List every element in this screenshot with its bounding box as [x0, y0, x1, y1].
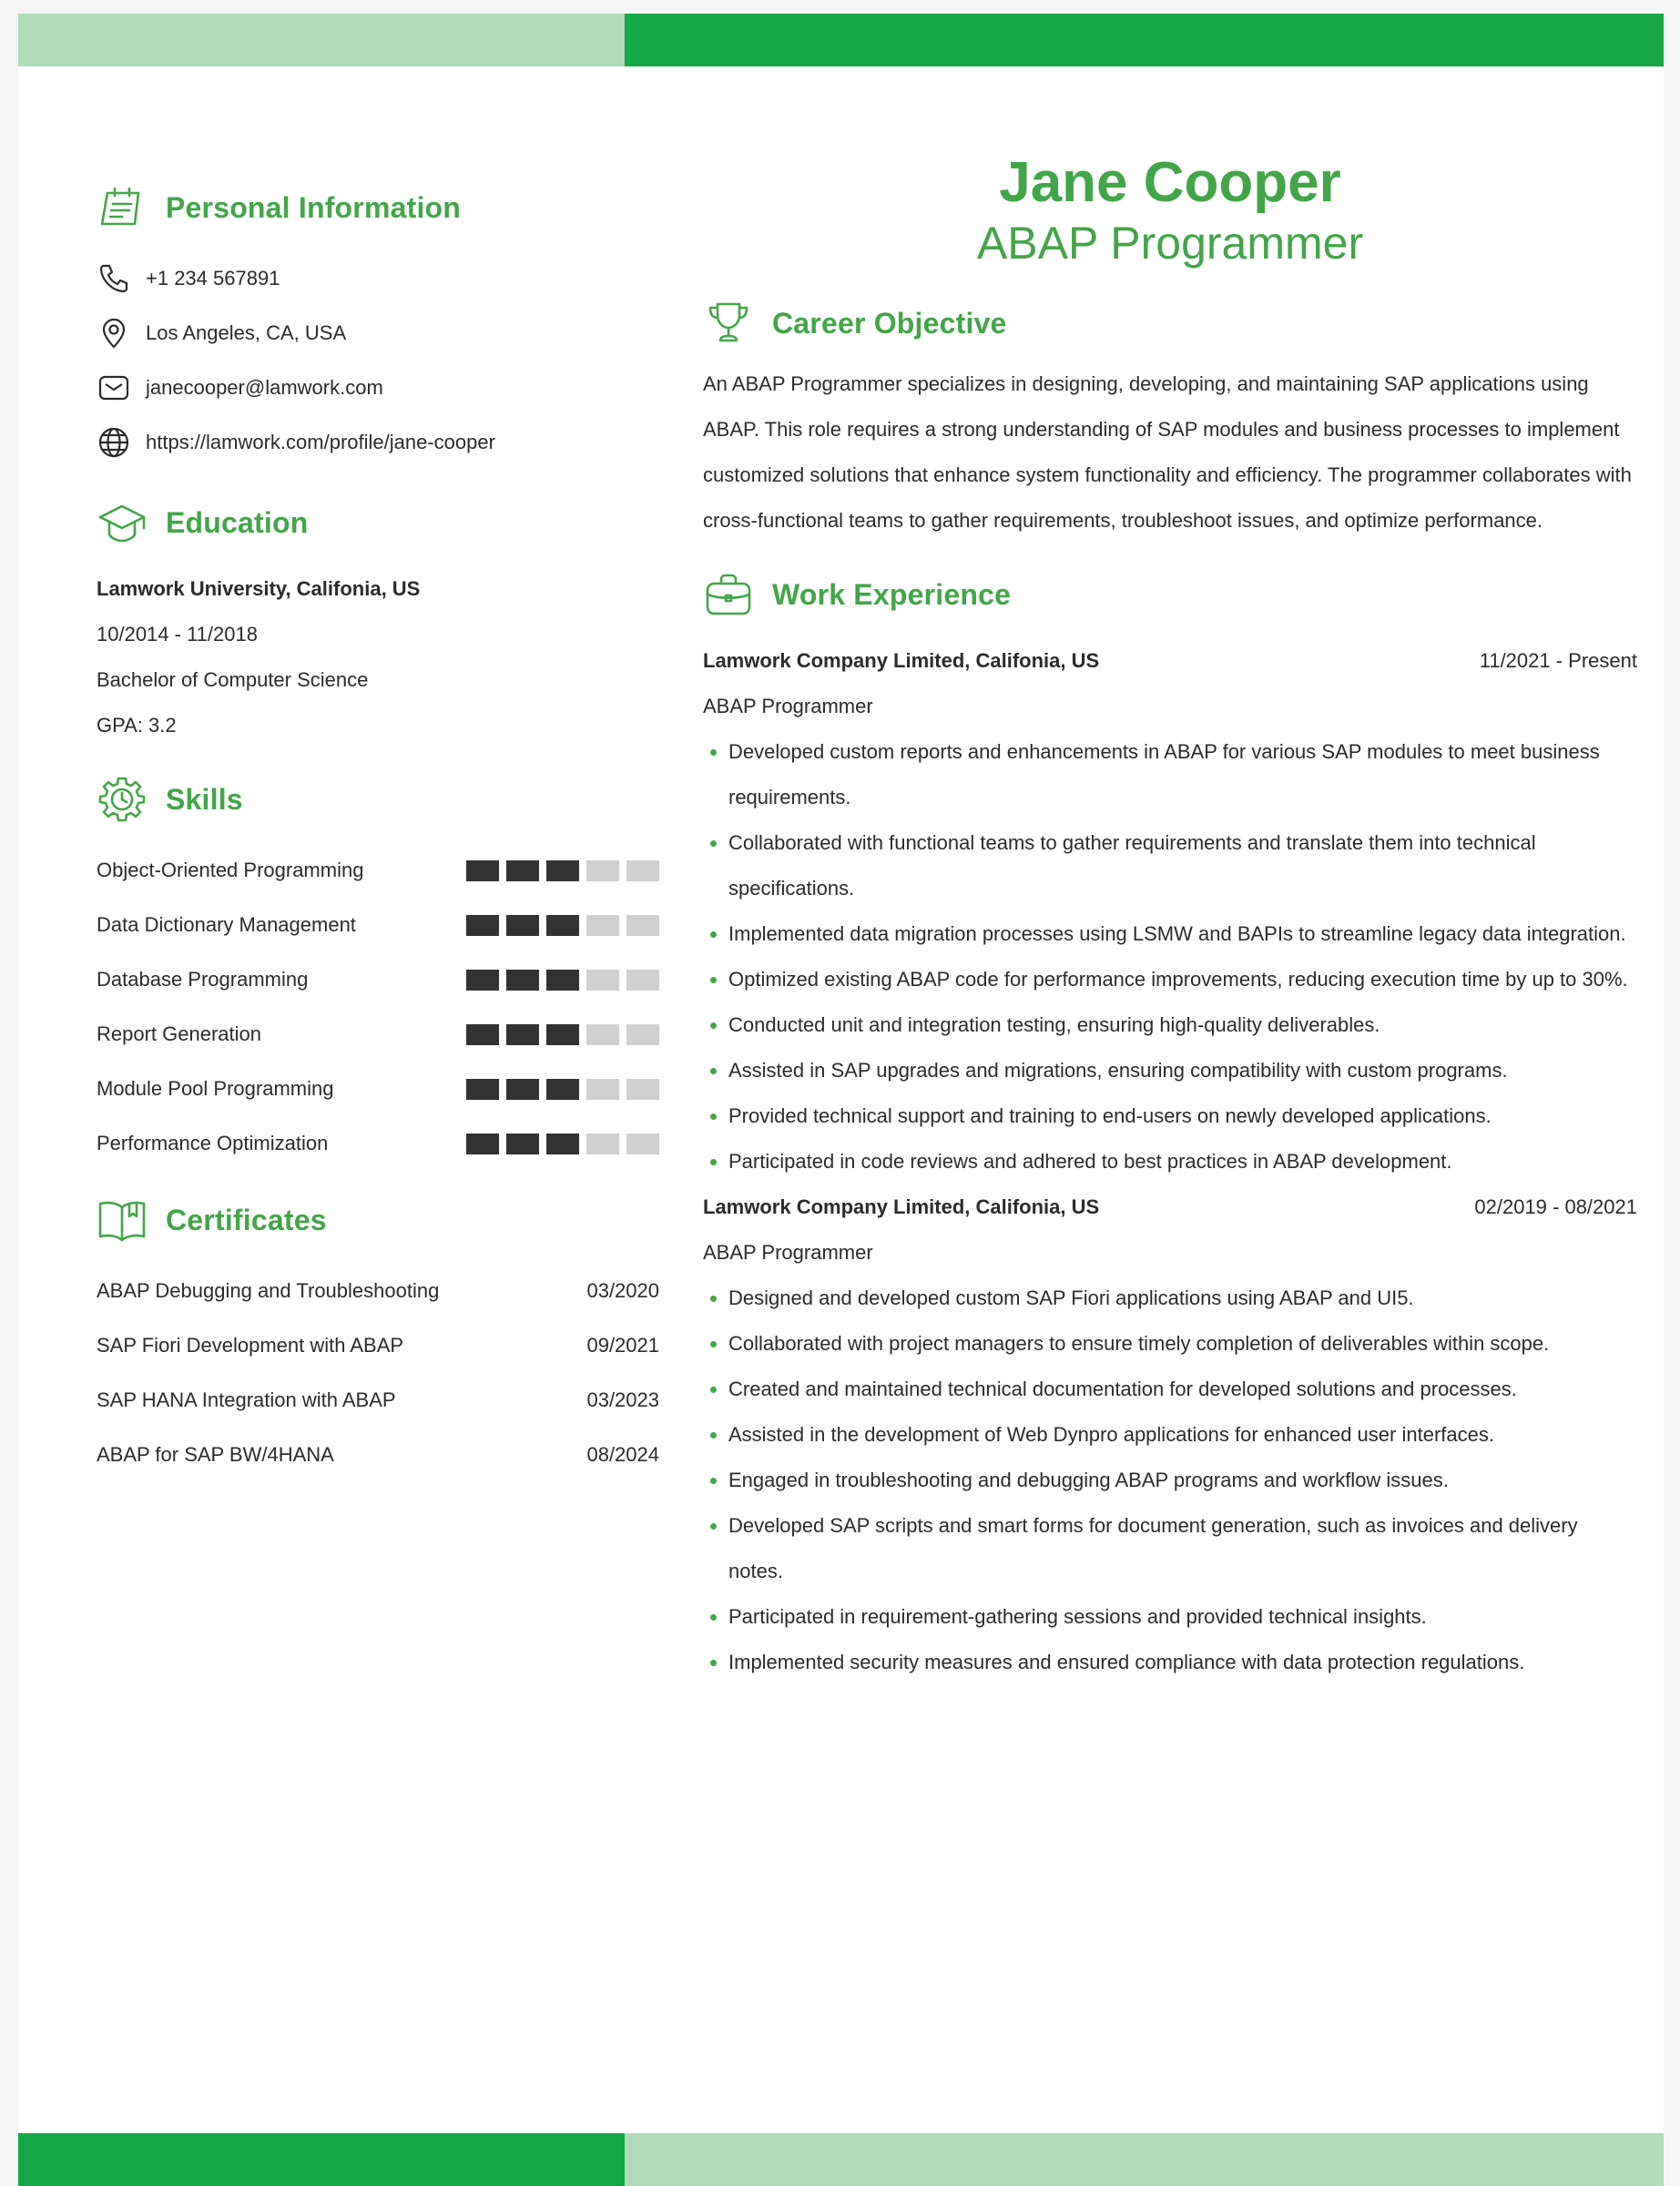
id-card-icon — [97, 182, 148, 233]
top-bar-dark — [625, 14, 1664, 66]
skill-level-block — [626, 915, 659, 936]
skill-name: Object-Oriented Programming — [97, 859, 364, 881]
skill-level-block — [546, 1134, 579, 1154]
job-dates: 11/2021 - Present — [1479, 649, 1637, 672]
job-bullet: Assisted in the development of Web Dynpro applications for enhanced user interfaces. — [703, 1412, 1637, 1458]
gpa: GPA: 3.2 — [97, 714, 177, 737]
job-bullet: Developed custom reports and enhancements in ABAP for various SAP modules to meet business requirements. — [703, 729, 1637, 820]
objective-heading — [703, 289, 1637, 358]
job-entry — [703, 638, 1637, 1185]
certificate-name: ABAP for SAP BW/4HANA — [97, 1443, 334, 1466]
right-column — [703, 141, 1637, 1685]
skill-level-block — [586, 1079, 619, 1100]
skill-name: Data Dictionary Management — [97, 913, 356, 936]
section-title: Personal Information — [166, 190, 462, 224]
skill-row — [97, 1062, 659, 1116]
mail-icon — [97, 371, 131, 405]
job-header — [703, 638, 1637, 684]
skill-level-block — [466, 860, 499, 881]
job-bullet: Collaborated with functional teams to gather requirements and translate them into technical specifications. — [703, 820, 1637, 911]
skill-level-block — [586, 1024, 619, 1045]
phone-text: +1 234 567891 — [146, 267, 280, 290]
skill-level-meter — [466, 970, 659, 991]
certificate-name: SAP Fiori Development with ABAP — [97, 1334, 404, 1357]
job-entry — [703, 1185, 1637, 1685]
job-dates: 02/2019 - 08/2021 — [1474, 1195, 1637, 1218]
location-row — [97, 306, 659, 361]
skill-level-block — [466, 1134, 499, 1154]
skill-row — [97, 1116, 659, 1171]
candidate-role: ABAP Programmer — [976, 218, 1364, 269]
skill-level-block — [626, 970, 659, 991]
experience-heading — [703, 560, 1637, 629]
skill-level-block — [466, 915, 499, 936]
education-heading — [97, 488, 659, 557]
skill-row — [97, 1007, 659, 1062]
skill-level-block — [546, 860, 579, 881]
job-bullet: Designed and developed custom SAP Fiori applications using ABAP and UI5. — [703, 1276, 1637, 1321]
section-title: Education — [166, 505, 309, 539]
certificate-date: 09/2021 — [586, 1334, 659, 1357]
location-pin-icon — [97, 316, 131, 351]
certificate-date: 03/2023 — [586, 1388, 659, 1411]
job-bullet: Engaged in troubleshooting and debugging ABAP programs and workflow issues. — [703, 1458, 1637, 1503]
certificate-row — [97, 1373, 659, 1428]
job-bullet: Optimized existing ABAP code for performance improvements, reducing execution time by up to 30%. — [703, 957, 1637, 1002]
job-bullet: Created and maintained technical documentation for developed solutions and processes. — [703, 1367, 1637, 1412]
skill-level-block — [506, 915, 539, 936]
location-text: Los Angeles, CA, USA — [146, 321, 347, 344]
certificate-name: SAP HANA Integration with ABAP — [97, 1388, 396, 1411]
email-row — [97, 361, 659, 415]
section-title: Work Experience — [772, 577, 1012, 611]
section-title: Skills — [166, 782, 243, 816]
job-bullet: Assisted in SAP upgrades and migrations, ensuring compatibility with custom programs. — [703, 1048, 1637, 1093]
job-title: ABAP Programmer — [703, 695, 873, 717]
job-bullets — [703, 1276, 1637, 1685]
job-company: Lamwork Company Limited, Califonia, US — [703, 649, 1100, 672]
phone-icon — [97, 261, 131, 296]
skill-row — [97, 843, 659, 898]
gear-icon — [97, 774, 148, 825]
personal-info-heading — [97, 173, 659, 242]
skill-level-block — [586, 860, 619, 881]
skill-level-block — [506, 1024, 539, 1045]
skills-heading — [97, 765, 659, 834]
skill-level-block — [546, 970, 579, 991]
trophy-icon — [703, 298, 754, 349]
skill-row — [97, 952, 659, 1007]
resume-page — [18, 14, 1664, 2171]
skill-level-block — [546, 915, 579, 936]
certificate-row — [97, 1318, 659, 1373]
book-icon — [97, 1195, 148, 1246]
skill-level-block — [466, 1079, 499, 1100]
certificates-list — [97, 1264, 659, 1482]
skill-level-meter — [466, 1079, 659, 1100]
job-bullet: Developed SAP scripts and smart forms for document generation, such as invoices and delivery notes. — [703, 1503, 1637, 1594]
bottom-bar-dark — [18, 2133, 625, 2186]
job-bullet: Conducted unit and integration testing, ensuring high-quality deliverables. — [703, 1002, 1637, 1048]
job-bullet: Provided technical support and training to end-users on newly developed applications. — [703, 1093, 1637, 1139]
skill-level-block — [586, 915, 619, 936]
skill-level-meter — [466, 860, 659, 881]
job-bullet: Participated in requirement-gathering sessions and provided technical insights. — [703, 1594, 1637, 1640]
job-bullet: Participated in code reviews and adhered to best practices in ABAP development. — [703, 1139, 1637, 1185]
skill-level-block — [506, 1134, 539, 1154]
skill-level-block — [546, 1024, 579, 1045]
skill-level-block — [586, 1134, 619, 1154]
job-bullets — [703, 729, 1637, 1185]
skill-name: Module Pool Programming — [97, 1077, 334, 1100]
skill-level-meter — [466, 1134, 659, 1154]
briefcase-icon — [703, 569, 754, 620]
skill-level-block — [506, 1079, 539, 1100]
skill-level-meter — [466, 1024, 659, 1045]
jobs-list — [703, 638, 1637, 1685]
skill-level-block — [626, 1134, 659, 1154]
job-header — [703, 1185, 1637, 1230]
phone-row — [97, 251, 659, 306]
skill-level-block — [626, 1024, 659, 1045]
email-text[interactable]: janecooper@lamwork.com — [146, 376, 383, 399]
left-column — [97, 173, 659, 1482]
skill-level-block — [626, 860, 659, 881]
skill-level-block — [626, 1079, 659, 1100]
skill-level-block — [546, 1079, 579, 1100]
job-title: ABAP Programmer — [703, 1241, 873, 1264]
skills-list — [97, 843, 659, 1171]
certificate-date: 08/2024 — [586, 1443, 659, 1466]
website-link[interactable]: https://lamwork.com/profile/jane-cooper — [146, 431, 495, 453]
website-row — [97, 415, 659, 470]
degree: Bachelor of Computer Science — [97, 668, 369, 691]
certificate-name: ABAP Debugging and Troubleshooting — [97, 1279, 440, 1302]
candidate-name: Jane Cooper — [999, 151, 1341, 214]
skill-level-block — [466, 1024, 499, 1045]
skill-level-block — [506, 860, 539, 881]
skill-name: Performance Optimization — [97, 1132, 329, 1154]
skill-name: Database Programming — [97, 968, 309, 991]
section-title: Career Objective — [772, 306, 1007, 340]
certificate-row — [97, 1428, 659, 1482]
certificate-row — [97, 1264, 659, 1318]
job-bullet: Implemented data migration processes using LSMW and BAPIs to streamline legacy data integration. — [703, 911, 1637, 957]
top-bar-light — [18, 14, 625, 66]
globe-icon — [97, 425, 131, 460]
skill-level-block — [506, 970, 539, 991]
section-title: Certificates — [166, 1203, 327, 1236]
school-name: Lamwork University, Califonia, US — [97, 577, 421, 600]
bottom-bar-light — [625, 2133, 1664, 2186]
skill-level-block — [466, 970, 499, 991]
skill-level-block — [586, 970, 619, 991]
certificates-heading — [97, 1185, 659, 1255]
objective-text: An ABAP Programmer specializes in designing, developing, and maintaining SAP applications using ABAP. This role requires a strong understanding of SAP modules and business processes to implement customized solutions that enhance system functionality and efficiency. The programmer collaborates with cross-functional teams to gather requirements, troubleshoot issues, and optimize performance. — [703, 372, 1632, 532]
graduation-cap-icon — [97, 497, 148, 548]
job-bullet: Implemented security measures and ensured compliance with data protection regulations. — [703, 1640, 1637, 1685]
certificate-date: 03/2020 — [586, 1279, 659, 1302]
job-bullet: Collaborated with project managers to ensure timely completion of deliverables within scope. — [703, 1321, 1637, 1367]
job-company: Lamwork Company Limited, Califonia, US — [703, 1195, 1100, 1218]
education-dates: 10/2014 - 11/2018 — [97, 623, 258, 646]
skill-level-meter — [466, 915, 659, 936]
skill-name: Report Generation — [97, 1022, 261, 1045]
skill-row — [97, 898, 659, 952]
